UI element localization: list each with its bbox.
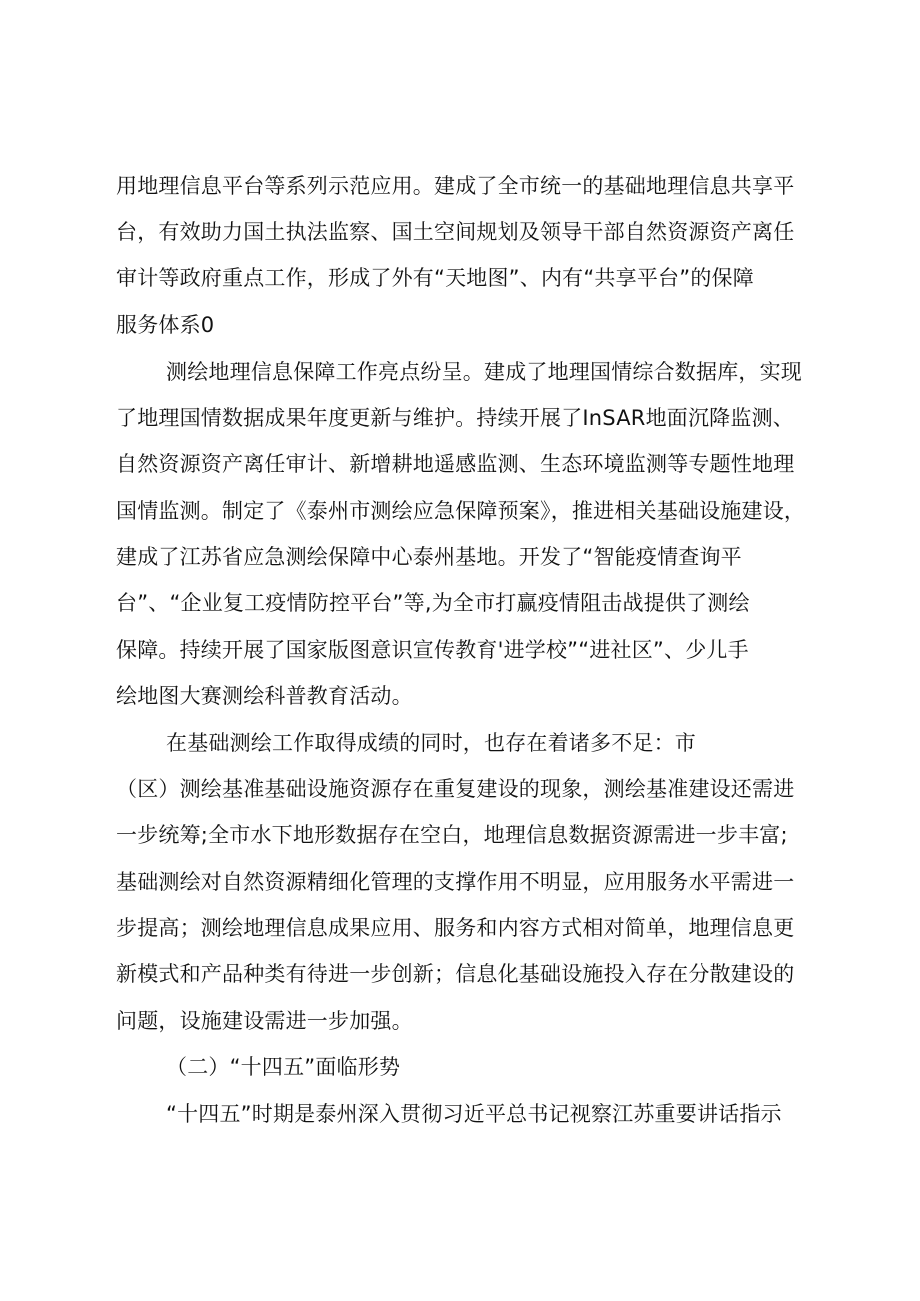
text-line: 绘地图大赛测绘科普教育活动。 [116,684,413,708]
text-line: 问题，设施建设需进一步加强。 [116,1009,413,1033]
text-line: 建成了江苏省应急测绘保障中心泰州基地。开发了“智能疫情查询平 [116,545,742,569]
text-line: 基础测绘对自然资源精细化管理的支撑作用不明显，应用服务水平需进一 [116,870,795,894]
text-line: 在基础测绘工作取得成绩的同时，也存在着诸多不足：市 [166,731,696,755]
text-line: 新模式和产品种类有待进一步创新；信息化基础设施投入存在分散建设的 [116,962,795,986]
text-line: 保障。持续开展了国家版图意识宣传教育'进学校”“进社区”、少儿手 [116,638,749,662]
text-line: “十四五”时期是泰州深入贯彻习近平总书记视察江苏重要讲话指示 [166,1102,782,1126]
text-line: 台”、“企业复工疫情防控平台”等,为全市打赢疫情阻击战提供了测绘 [116,591,750,615]
text-line: 审计等政府重点工作，形成了外有“天地图”、内有“共享平台”的保障 [116,266,754,290]
text-line: 用地理信息平台等系列示范应用。建成了全市统一的基础地理信息共享平 [116,174,795,198]
text-line: 国情监测。制定了《泰州市测绘应急保障预案》，推进相关基础设施建设， [116,499,806,523]
text-line: 步提高；测绘地理信息成果应用、服务和内容方式相对简单，地理信息更 [116,916,795,940]
text-line: 了地理国情数据成果年度更新与维护。持续开展了InSAR地面沉降监测、 [116,406,794,430]
section-heading: （二）“十四五”面临形势 [166,1055,401,1079]
text-line: （区）测绘基准基础设施资源存在重复建设的现象，测绘基准建设还需进 [116,777,795,801]
text-line: 台，有效助力国土执法监察、国土空间规划及领导干部自然资源资产离任 [116,220,795,244]
text-line: 服务体系0 [116,313,215,337]
text-line: 一步统筹;全市水下地形数据存在空白，地理信息数据资源需进一步丰富; [116,823,788,847]
text-line: 测绘地理信息保障工作亮点纷呈。建成了地理国情综合数据库，实现 [166,360,802,384]
text-line: 自然资源资产离任审计、新增耕地遥感监测、生态环境监测等专题性地理 [116,452,795,476]
